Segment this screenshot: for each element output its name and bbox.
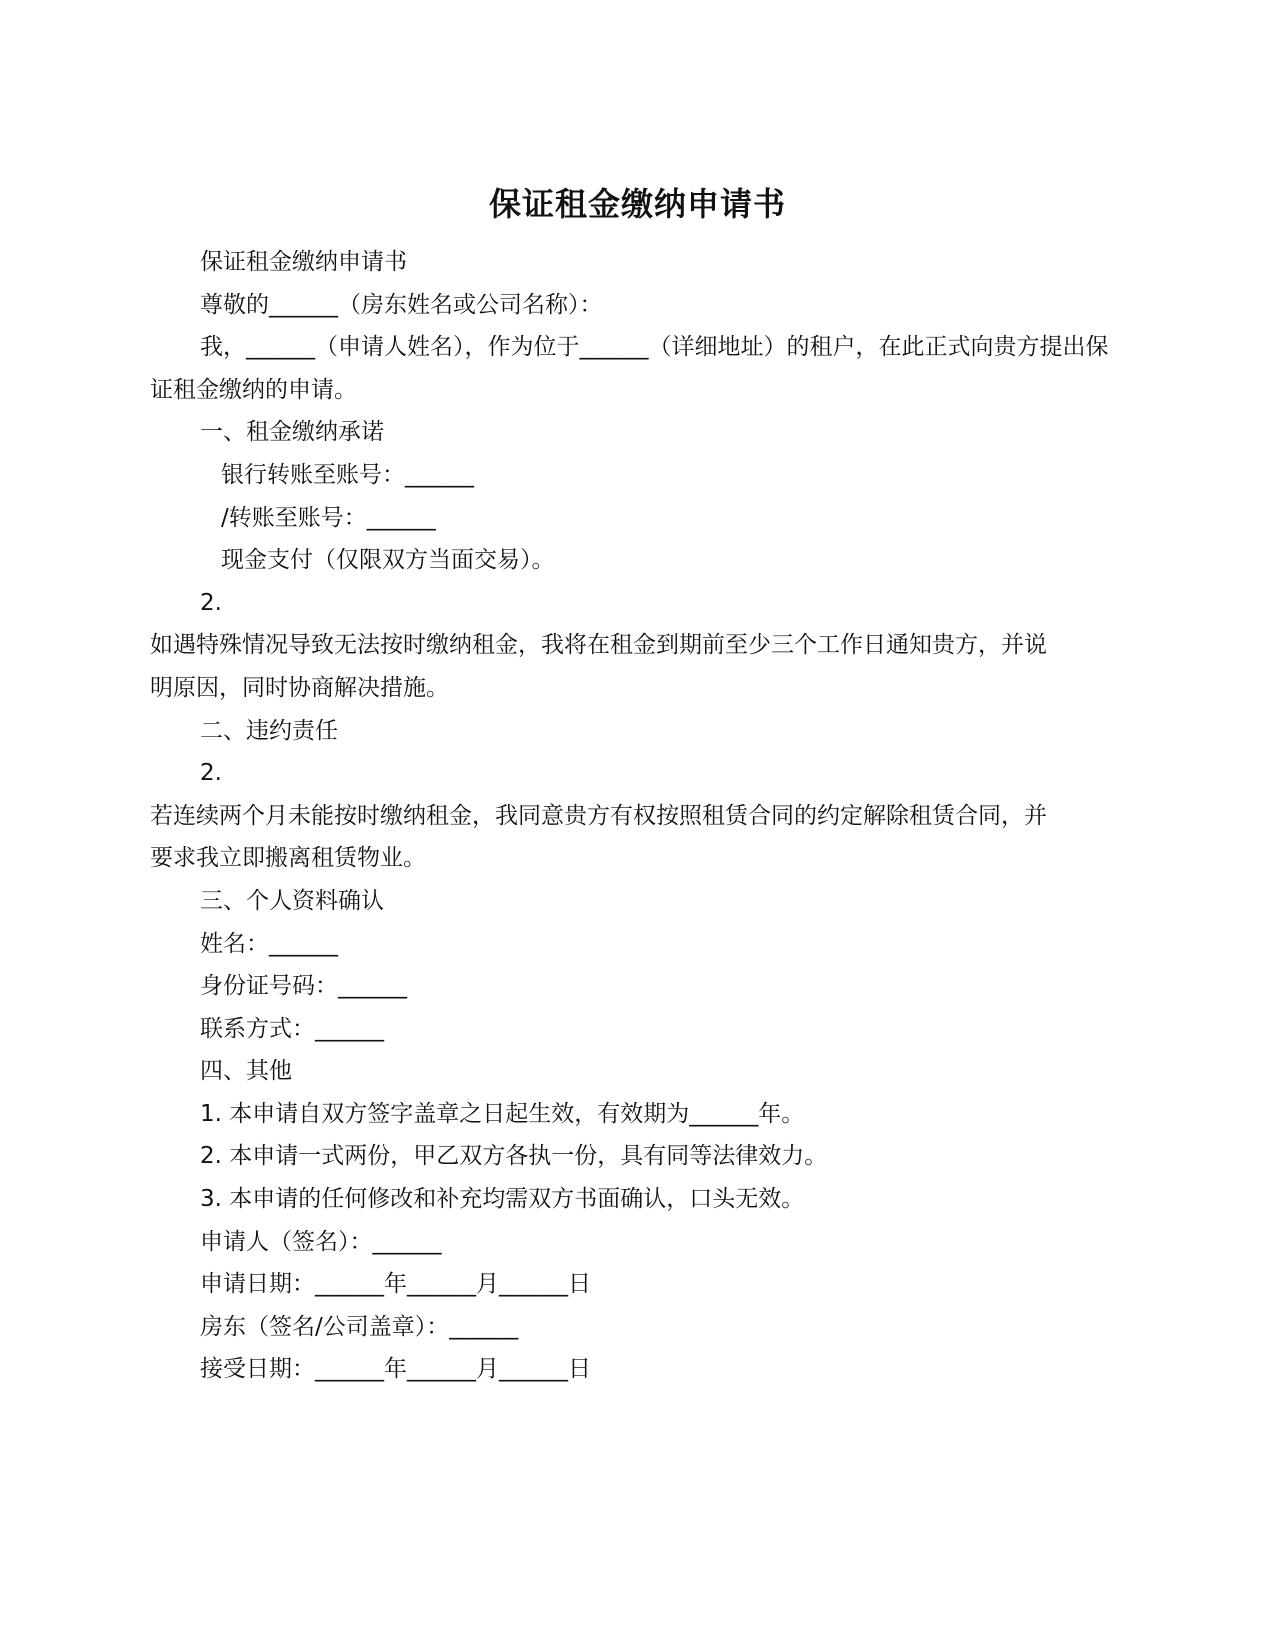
transfer-account-line: /转账至账号：______ [221, 504, 436, 531]
application-date-line: 申请日期：______年______月______日 [200, 1271, 591, 1298]
breach-paragraph-line-2: 要求我立即搬离租赁物业。 [150, 845, 426, 872]
section-1-item-number: 2. [200, 589, 222, 616]
subtitle-line: 保证租金缴纳申请书 [200, 249, 407, 275]
acceptance-date-line: 接受日期：______年______月______日 [200, 1356, 591, 1383]
id-number-field-line: 身份证号码：______ [200, 973, 407, 1000]
applicant-signature-line: 申请人（签名）：______ [200, 1228, 442, 1255]
breach-paragraph-line-1: 若连续两个月未能按时缴纳租金，我同意贵方有权按照租赁合同的约定解除租赁合同，并 [150, 802, 1047, 829]
section-2-item-number: 2. [200, 760, 222, 787]
cash-payment-line: 现金支付（仅限双方当面交易）。 [221, 547, 555, 574]
name-field-line: 姓名：______ [200, 930, 338, 957]
intro-paragraph: 我，______（申请人姓名），作为位于______（详细地址）的租户，在此正式向贵方提出保证租金缴纳的申请。 [150, 334, 1109, 403]
landlord-signature-line: 房东（签名/公司盖章）：______ [200, 1313, 519, 1340]
salutation-line: 尊敬的______（房东姓名或公司名称）： [200, 291, 603, 318]
document-body [150, 241, 1130, 1391]
contact-field-line: 联系方式：______ [200, 1015, 384, 1042]
other-item-3: 3. 本申请的任何修改和补充均需双方书面确认，口头无效。 [200, 1186, 805, 1213]
notice-paragraph-line-1: 如遇特殊情况导致无法按时缴纳租金，我将在租金到期前至少三个工作日通知贵方，并说 [150, 632, 1047, 659]
document-title: 保证租金缴纳申请书 [488, 185, 786, 223]
section-1-heading: 一、租金缴纳承诺 [200, 419, 384, 446]
notice-paragraph-line-2: 明原因，同时协商解决措施。 [150, 674, 449, 701]
other-item-2: 2. 本申请一式两份，甲乙双方各执一份，具有同等法律效力。 [200, 1143, 828, 1170]
section-3-heading: 三、个人资料确认 [200, 887, 384, 914]
section-4-heading: 四、其他 [200, 1058, 292, 1085]
other-item-1: 1. 本申请自双方签字盖章之日起生效，有效期为______年。 [200, 1100, 805, 1127]
section-2-heading: 二、违约责任 [200, 717, 338, 744]
bank-transfer-line: 银行转账至账号：______ [221, 461, 474, 488]
